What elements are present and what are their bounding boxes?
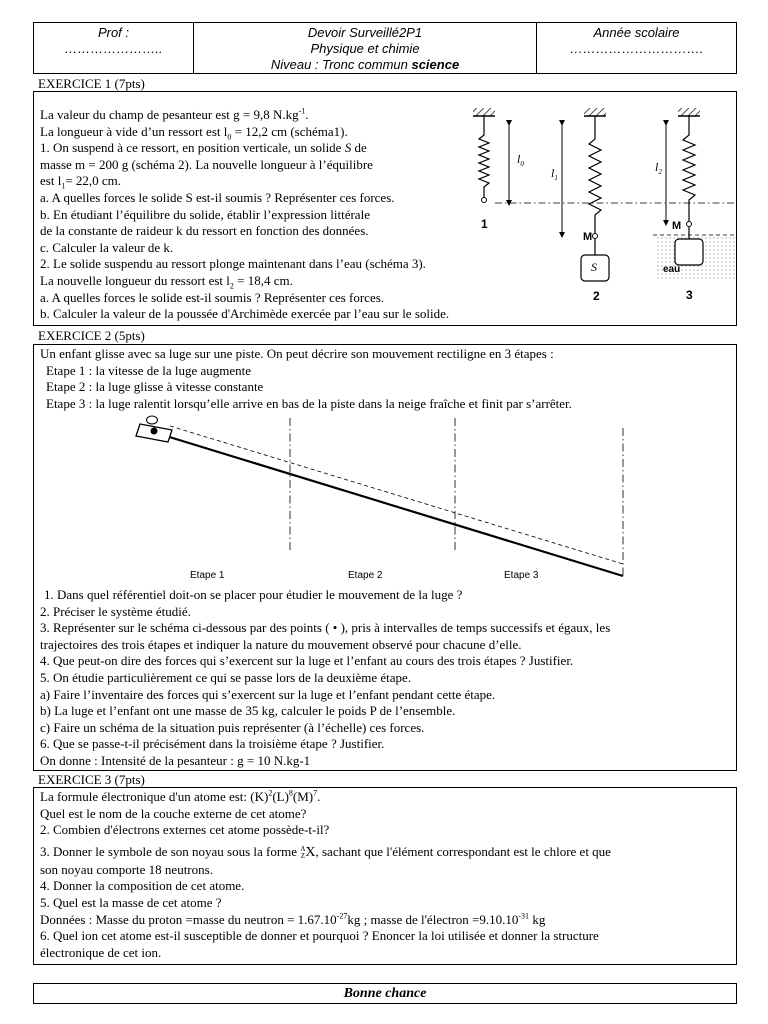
ex2-question-5a: a) Faire l’inventaire des forces qui s’exercent sur la luge et l’enfant pendant cette étape. [40, 686, 496, 702]
ex2-step-2: Etape 2 : la luge glisse à vitesse constante [46, 379, 264, 395]
slope-figure [130, 410, 640, 585]
ex2-question-1: 1. Dans quel référentiel doit-on se placer pour étudier le mouvement de la luge ? [44, 587, 463, 602]
ex3-given-data: Données : Masse du proton =masse du neutron = $1.67.10^{-27}kg$ ; masse de l'électron $=9.10.10^{-31}$ kg [40, 911, 546, 927]
ex1-line: 1. On suspend à ce ressort, en position verticale, un solide S de [40, 140, 367, 156]
point-m-schema-3: M [672, 220, 682, 232]
exercise-3-title: EXERCICE 3 (7pts) [38, 772, 145, 787]
schema-1-number: 1 [481, 217, 488, 231]
ex3-question-3-cont: son noyau comporte 18 neutrons. [40, 861, 213, 877]
ex1-line: La valeur du champ de pesanteur est g = 9,8 $N.kg^{-1}$. [40, 106, 309, 122]
spring-2 [581, 108, 609, 281]
header-year-cell [537, 23, 736, 73]
ex3-question-3: 3. Donner le symbole de son noyau sous la forme A Z X, sachant que l'élément correspondant est le chlore et que [40, 843, 611, 860]
spring-figure [465, 105, 737, 305]
ex1-question-2b: b. Calculer la valeur de la poussée d'Archimède exercée par l’eau sur le solide. [40, 306, 450, 322]
exam-title: Devoir Surveillé2P1 [307, 25, 423, 40]
stage-3-label: Etape 3 [504, 570, 539, 581]
exercise-2-intro [40, 346, 572, 412]
sled-icon [136, 416, 172, 442]
ex2-question-4: 4. Que peut-on dire des forces qui s’exercent sur la luge et l’enfant au cours des trois étapes ? Justifier. [40, 653, 574, 669]
prof-label: Prof : [97, 25, 130, 40]
footer-good-luck: Bonne chance [33, 983, 737, 1004]
spring-1 [473, 108, 495, 203]
label-l0: $l_0$ [517, 152, 524, 168]
ex2-step-1: Etape 1 : la vitesse de la luge augmente [46, 362, 252, 378]
ex3-formula-line: La formule électronique d'un atome est: $(K)^2(L)^8(M)^7$. [40, 788, 321, 804]
water-label: eau [663, 264, 681, 275]
header-prof-cell [34, 23, 194, 73]
ex2-question-3-cont: trajectoires des trois étapes et indiquer la nature du mouvement observé pour chacune d’elle. [40, 636, 522, 652]
schema-2-number: 2 [593, 289, 600, 303]
slope-track [140, 428, 623, 576]
label-l1: $l_1$ [551, 166, 558, 182]
ex2-question-2: 2. Préciser le système étudié. [40, 603, 191, 619]
exercise-2-questions [40, 587, 610, 770]
ex3-question-6: 6. Quel ion cet atome est-il susceptible de donner et pourquoi ? Enoncer la loi utilisée et donner la structure [40, 928, 599, 944]
exercise-1-title: EXERCICE 1 (7pts) [38, 76, 145, 91]
stage-1-label: Etape 1 [190, 570, 225, 581]
ex1-line: masse m = 200 g (schéma 2). La nouvelle longueur à l’équilibre [40, 156, 373, 172]
ex3-question-2: 2. Combien d'électrons externes cet atome possède-t-il? [40, 822, 330, 838]
exam-level: Niveau : Tronc commun science [270, 57, 460, 72]
slope-dashed-line [170, 426, 623, 564]
exercise-2-title: EXERCICE 2 (5pts) [38, 328, 145, 343]
ex2-intro-line: Un enfant glisse avec sa luge sur une piste. On peut décrire son mouvement rectiligne en 3 étapes : [40, 346, 554, 361]
ex2-question-5c: c) Faire un schéma de la situation puis représenter (à l’échelle) ces forces. [40, 719, 425, 735]
ex2-step-3: Etape 3 : la luge ralentit lorsqu’elle arrive en bas de la piste dans la neige fraîche et finit par s’arrêter. [46, 395, 572, 411]
solid-s-label: S [591, 260, 597, 274]
year-label: Année scolaire [593, 25, 680, 40]
ex3-question-4: 4. Donner la composition de cet atome. [40, 878, 245, 894]
ex3-question-5: 5. Quel est la masse de cet atome ? [40, 894, 222, 910]
year-dots: …………………………. [569, 41, 704, 56]
ex3-question-6-cont: électronique de cet ion. [40, 944, 162, 960]
ex2-question-5: 5. On étudie particulièrement ce qui se passe lors de la deuxième étape. [40, 669, 412, 685]
exercise-1-text [40, 107, 449, 323]
ex1-line: La nouvelle longueur du ressort est $l_2 = 18,4$ cm. [40, 272, 293, 291]
ex2-question-3: 3. Représenter sur le schéma ci-dessous par des points ( • ), pris à intervalles de temps successifs et égaux, les [40, 620, 611, 636]
ex1-line: La longueur à vide d’un ressort est $l_0 = 12,2$ cm (schéma1). [40, 123, 348, 142]
stage-2-label: Etape 2 [348, 570, 383, 581]
ex1-question-2a: a. A quelles forces le solide est-il soumis ? Représenter ces forces. [40, 289, 385, 305]
label-l2: $l_2$ [655, 160, 662, 176]
point-m-schema-2: M [583, 231, 593, 243]
ex1-line: de la constante de raideur k du ressort en fonction des données. [40, 223, 369, 239]
ex3-question-1: Quel est le nom de la couche externe de cet atome? [40, 805, 307, 821]
exam-subject: Physique et chimie [310, 41, 420, 56]
ex1-question-1b: b. En étudiant l’équilibre du solide, établir l’expression littérale [40, 206, 370, 222]
ex1-question-2: 2. Le solide suspendu au ressort plonge maintenant dans l’eau (schéma 3). [40, 256, 426, 272]
exercise-3-text [40, 789, 611, 961]
ex1-question-1c: c. Calculer la valeur de k. [40, 239, 174, 255]
ex2-given-data: On donne : Intensité de la pesanteur : g = 10 N.kg-1 [40, 752, 311, 768]
header-title-cell [194, 23, 537, 73]
ex2-question-6: 6. Que se passe-t-il précisément dans la troisième étape ? Justifier. [40, 736, 385, 752]
ex1-line: est $l_1= 22,0$ cm. [40, 173, 122, 191]
schema-3-number: 3 [686, 288, 693, 302]
prof-dots: ………………….. [64, 41, 163, 56]
ex2-question-5b: b) La luge et l’enfant ont une masse de 35 kg, calculer le poids P de l’ensemble. [40, 703, 456, 719]
exam-header [33, 22, 737, 74]
ex1-question-1a: a. A quelles forces le solide S est-il soumis ? Représenter ces forces. [40, 189, 395, 205]
